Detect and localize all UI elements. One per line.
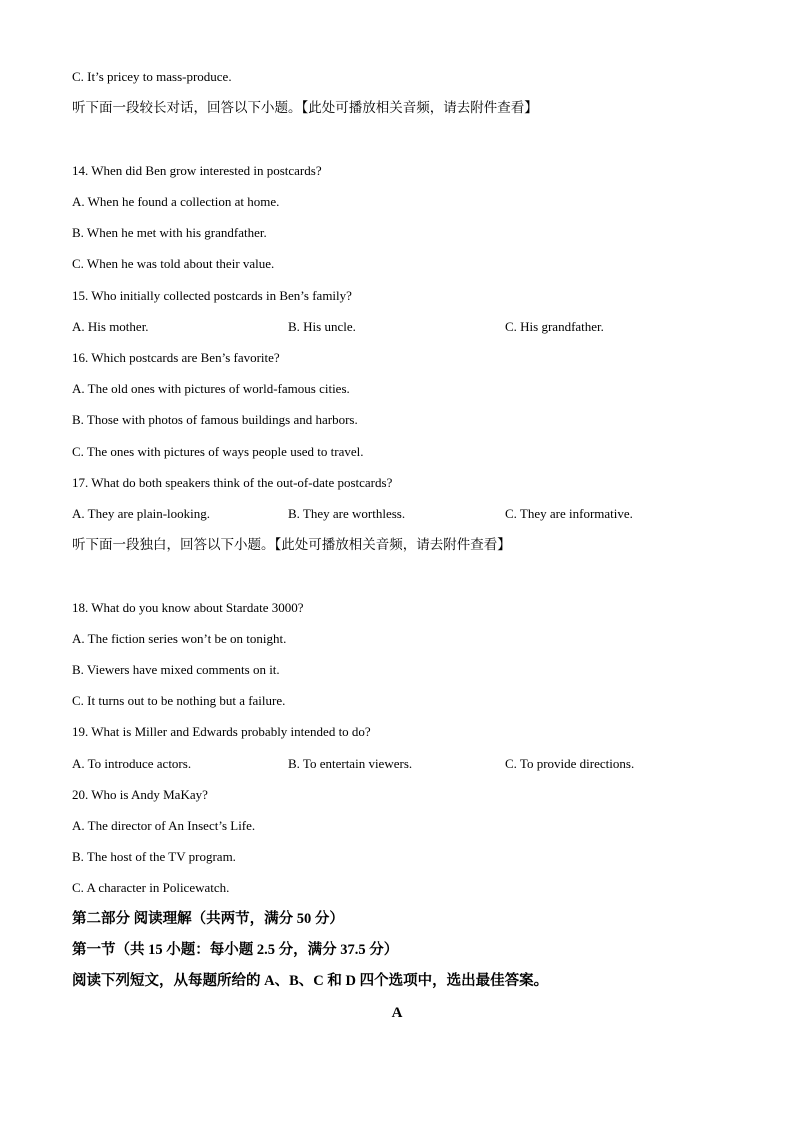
question-20: 20. Who is Andy MaKay? bbox=[72, 787, 208, 802]
option-18c: C. It turns out to be nothing but a failure. bbox=[72, 693, 286, 708]
monologue-instruction: 听下面一段独白，回答以下小题。【此处可播放相关音频，请去附件查看】 bbox=[72, 537, 511, 552]
question-17: 17. What do both speakers think of the out-of-date postcards? bbox=[72, 475, 393, 490]
option-15b: B. His uncle. bbox=[288, 319, 356, 334]
option-19a: A. To introduce actors. bbox=[72, 756, 192, 771]
option-20b: B. The host of the TV program. bbox=[72, 849, 236, 864]
option-16b: B. Those with photos of famous buildings and harbors. bbox=[72, 412, 358, 427]
option-20c: C. A character in Policewatch. bbox=[72, 880, 230, 895]
option-18a: A. The fiction series won’t be on tonight. bbox=[72, 631, 287, 646]
option-15c: C. His grandfather. bbox=[505, 319, 604, 334]
passage-label: A bbox=[391, 1005, 403, 1021]
option-17b: B. They are worthless. bbox=[288, 506, 406, 521]
option-17a: A. They are plain-looking. bbox=[72, 506, 211, 521]
listening-instruction: 听下面一段较长对话，回答以下小题。【此处可播放相关音频，请去附件查看】 bbox=[72, 100, 538, 115]
question-16: 16. Which postcards are Ben’s favorite? bbox=[72, 350, 280, 365]
question-14: 14. When did Ben grow interested in postcards? bbox=[72, 163, 322, 178]
question-19: 19. What is Miller and Edwards probably intended to do? bbox=[72, 724, 371, 739]
option-14c: C. When he was told about their value. bbox=[72, 256, 275, 271]
option-14a: A. When he found a collection at home. bbox=[72, 194, 280, 209]
option-16c: C. The ones with pictures of ways people used to travel. bbox=[72, 444, 364, 459]
reading-instruction: 阅读下列短文，从每题所给的 A、B、C 和 D 四个选项中，选出最佳答案。 bbox=[72, 973, 549, 989]
part-heading: 第二部分 阅读理解（共两节，满分 50 分） bbox=[72, 911, 344, 927]
option-text: C. It’s pricey to mass-produce. bbox=[72, 69, 232, 84]
option-19c: C. To provide directions. bbox=[505, 756, 635, 771]
option-17c: C. They are informative. bbox=[505, 506, 633, 521]
section-heading: 第一节（共 15 小题：每小题 2.5 分，满分 37.5 分） bbox=[72, 942, 399, 958]
option-19b: B. To entertain viewers. bbox=[288, 756, 413, 771]
option-16a: A. The old ones with pictures of world-famous cities. bbox=[72, 381, 350, 396]
question-18: 18. What do you know about Stardate 3000? bbox=[72, 600, 304, 615]
option-14b: B. When he met with his grandfather. bbox=[72, 225, 267, 240]
option-18b: B. Viewers have mixed comments on it. bbox=[72, 662, 280, 677]
option-15a: A. His mother. bbox=[72, 319, 149, 334]
option-20a: A. The director of An Insect’s Life. bbox=[72, 818, 256, 833]
question-15: 15. Who initially collected postcards in Ben’s family? bbox=[72, 288, 352, 303]
